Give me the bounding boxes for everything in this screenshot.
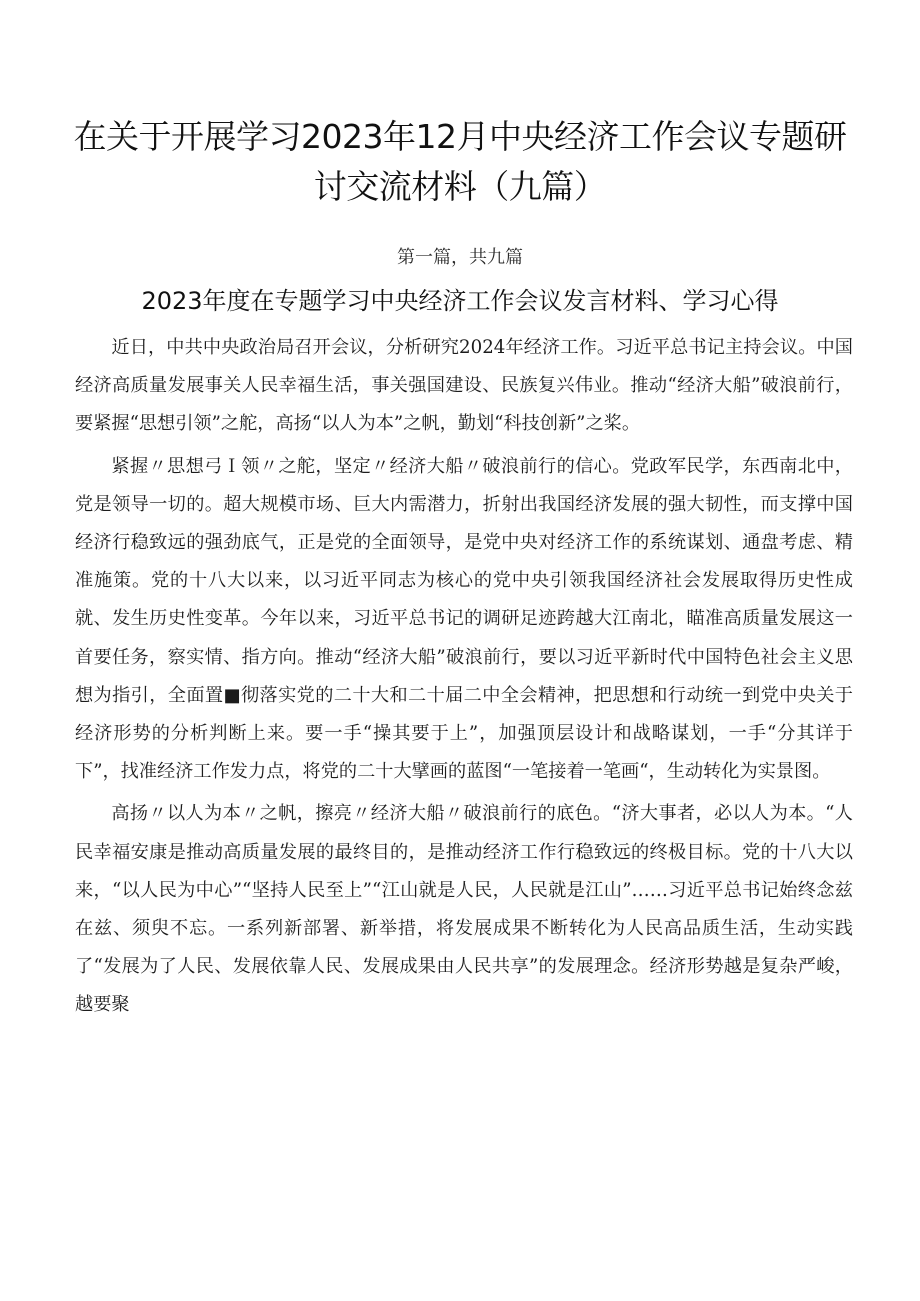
paragraph-1: 近日，中共中央政治局召开会议，分析研究2024年经济工作。习近平总书记主持会议。中国经济高质量发展事关人民幸福生活，事关强国建设、民族复兴伟业。推动“经济大船”破浪前行，要紧握“思想引领”之舵，高扬“以人为本”之帆，勤划“科技创新”之桨。 — [75, 337, 853, 435]
document-body — [75, 329, 853, 1029]
document-title: 在关于开展学习2023年12月中央经济工作会议专题研讨交流材料（九篇） — [73, 117, 847, 206]
section-heading: 2023年度在专题学习中央经济工作会议发言材料、学习心得 — [141, 287, 779, 315]
section-label: 第一篇，共九篇 — [397, 247, 523, 268]
paragraph-2: 紧握〃思想弓Ｉ领〃之舵，坚定〃经济大船〃破浪前行的信心。党政军民学，东西南北中，党是领导一切的。超大规模市场、巨大内需潜力，折射出我国经济发展的强大韧性，而支撑中国经济行稳致远的强劲底气，正是党的全面领导，是党中央对经济工作的系统谋划、通盘考虑、精准施策。党的十八大以来，以习近平同志为核心的党中央引领我国经济社会发展取得历史性成就、发生历史性变革。今年以来，习近平总书记的调研足迹跨越大江南北，瞄准高质量发展这一首要任务，察实情、指方向。推动“经济大船”破浪前行，要以习近平新时代中国特色社会主义思想为指引，全面置■彻落实党的二十大和二十届二中全会精神，把思想和行动统一到党中央关于经济形势的分析判断上来。要一手“操其要于上”，加强顶层设计和战略谋划，一手“分其详于下”，找准经济工作发力点，将党的二十大擘画的蓝图“一笔接着一笔画“，生动转化为实景图。 — [75, 455, 853, 783]
paragraph-3: 高扬〃以人为本〃之帆，擦亮〃经济大船〃破浪前行的底色。“济大事者，必以人为本。“人民幸福安康是推动高质量发展的最终目的，是推动经济工作行稳致远的终极目标。党的十八大以来，“以人民为中心”“坚持人民至上”“江山就是人民，人民就是江山”……习近平总书记始终念兹在兹、须臾不忘。一系列新部署、新举措，将发展成果不断转化为人民高品质生活，生动实践了“发展为了人民、发展依靠人民、发展成果由人民共享”的发展理念。经济形势越是复杂严峻，越要聚 — [75, 803, 853, 1016]
